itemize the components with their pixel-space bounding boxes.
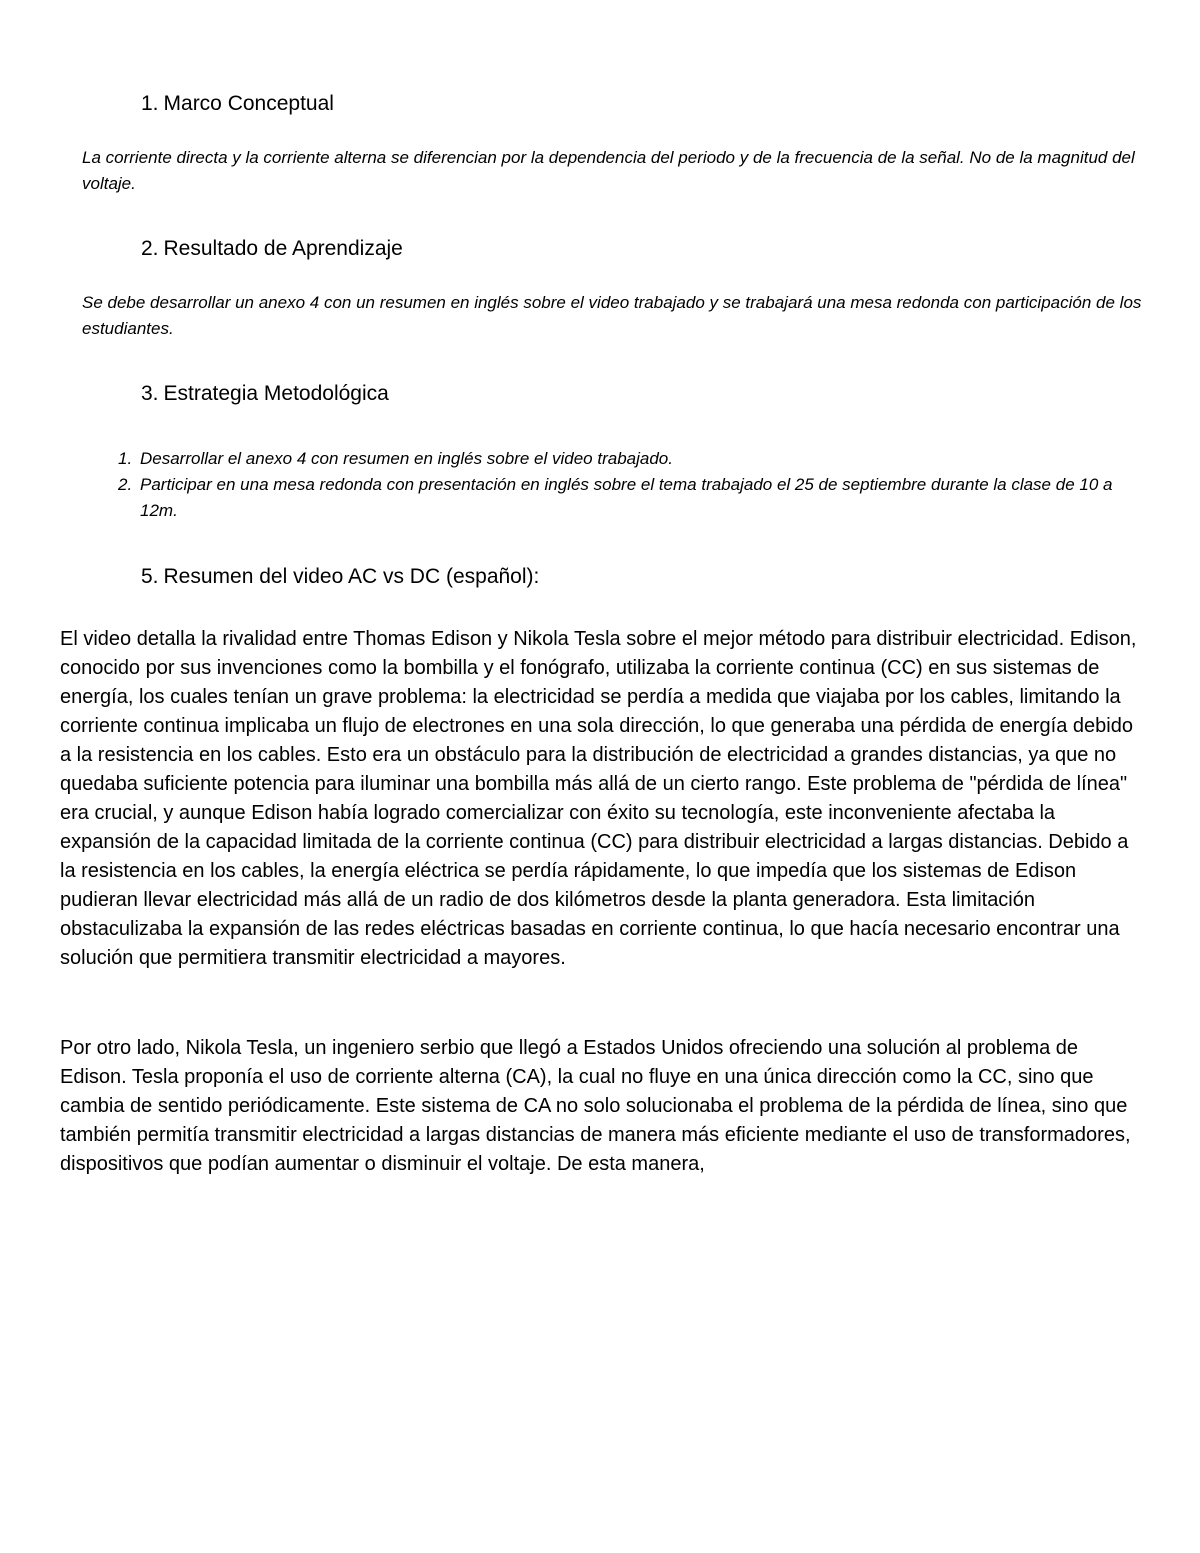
section-heading-resumen-video	[141, 564, 539, 590]
summary-paragraph-edison: El video detalla la rivalidad entre Thomas Edison y Nikola Tesla sobre el mejor método para distribuir electricidad. Edison, conocido por sus invenciones como la bombilla y el fonógrafo, utilizaba la corriente continua (CC) en sus sistemas de energía, los cuales tenían un grave problema: la electricidad se perdía a medida que viajaba por los cables, limitando la corriente continua implicaba un flujo de electrones en una sola dirección, lo que generaba una pérdida de energía debido a la resistencia en los cables. Esto era un obstáculo para la distribución de electricidad a grandes distancias, ya que no quedaba suficiente potencia para iluminar una bombilla más allá de un cierto rango. Este problema de "pérdida de línea" era crucial, y aunque Edison había logrado comercializar con éxito su tecnología, este inconveniente afectaba la expansión de la capacidad limitada de la corriente continua (CC) para distribuir electricidad a largas distancias. Debido a la resistencia en los cables, la energía eléctrica se perdía rápidamente, lo que impedía que los sistemas de Edison pudieran llevar electricidad más allá de un radio de dos kilómetros desde la planta generadora. Esta limitación obstaculizaba la expansión de las redes eléctricas basadas en corriente continua, lo que hacía necesario encontrar una solución que permitiera transmitir electricidad a mayores.	[60, 628, 1137, 969]
step-text: Desarrollar el anexo 4 con resumen en inglés sobre el video trabajado.	[140, 449, 673, 468]
section-title: Marco Conceptual	[163, 92, 334, 115]
section-title: Resultado de Aprendizaje	[163, 237, 403, 260]
list-item	[118, 472, 1128, 524]
section-number: 1.	[141, 92, 159, 115]
methodology-steps-list	[118, 446, 1128, 524]
section-number: 3.	[141, 382, 159, 405]
step-text: Participar en una mesa redonda con presentación en inglés sobre el tema trabajado el 25 de septiembre durante la clase de 10 a 12m.	[140, 475, 1113, 520]
section-heading-marco-conceptual	[141, 91, 334, 117]
resultado-aprendizaje-text: Se debe desarrollar un anexo 4 con un resumen en inglés sobre el video trabajado y se trabajará una mesa redonda con participación de los estudiantes.	[82, 293, 1142, 338]
list-item	[118, 446, 1128, 472]
summary-paragraph-tesla: Por otro lado, Nikola Tesla, un ingeniero serbio que llegó a Estados Unidos ofreciendo una solución al problema de Edison. Tesla proponía el uso de corriente alterna (CA), la cual no fluye en una única dirección como la CC, sino que cambia de sentido periódicamente. Este sistema de CA no solo solucionaba el problema de la pérdida de línea, sino que también permitía transmitir electricidad a largas distancias de manera más eficiente mediante el uso de transformadores, dispositivos que podían aumentar o disminuir el voltaje. De esta manera,	[60, 1037, 1131, 1175]
marco-conceptual-text: La corriente directa y la corriente alterna se diferencian por la dependencia del periodo y de la frecuencia de la señal. No de la magnitud del voltaje.	[82, 148, 1135, 193]
section-number: 2.	[141, 237, 159, 260]
section-title: Estrategia Metodológica	[163, 382, 389, 405]
step-number: 2.	[118, 475, 133, 494]
step-number: 1.	[118, 449, 133, 468]
section-heading-resultado-aprendizaje	[141, 236, 403, 262]
section-title: Resumen del video AC vs DC (español):	[163, 565, 540, 588]
section-heading-estrategia-metodologica	[141, 381, 389, 407]
section-number: 5.	[141, 565, 159, 588]
